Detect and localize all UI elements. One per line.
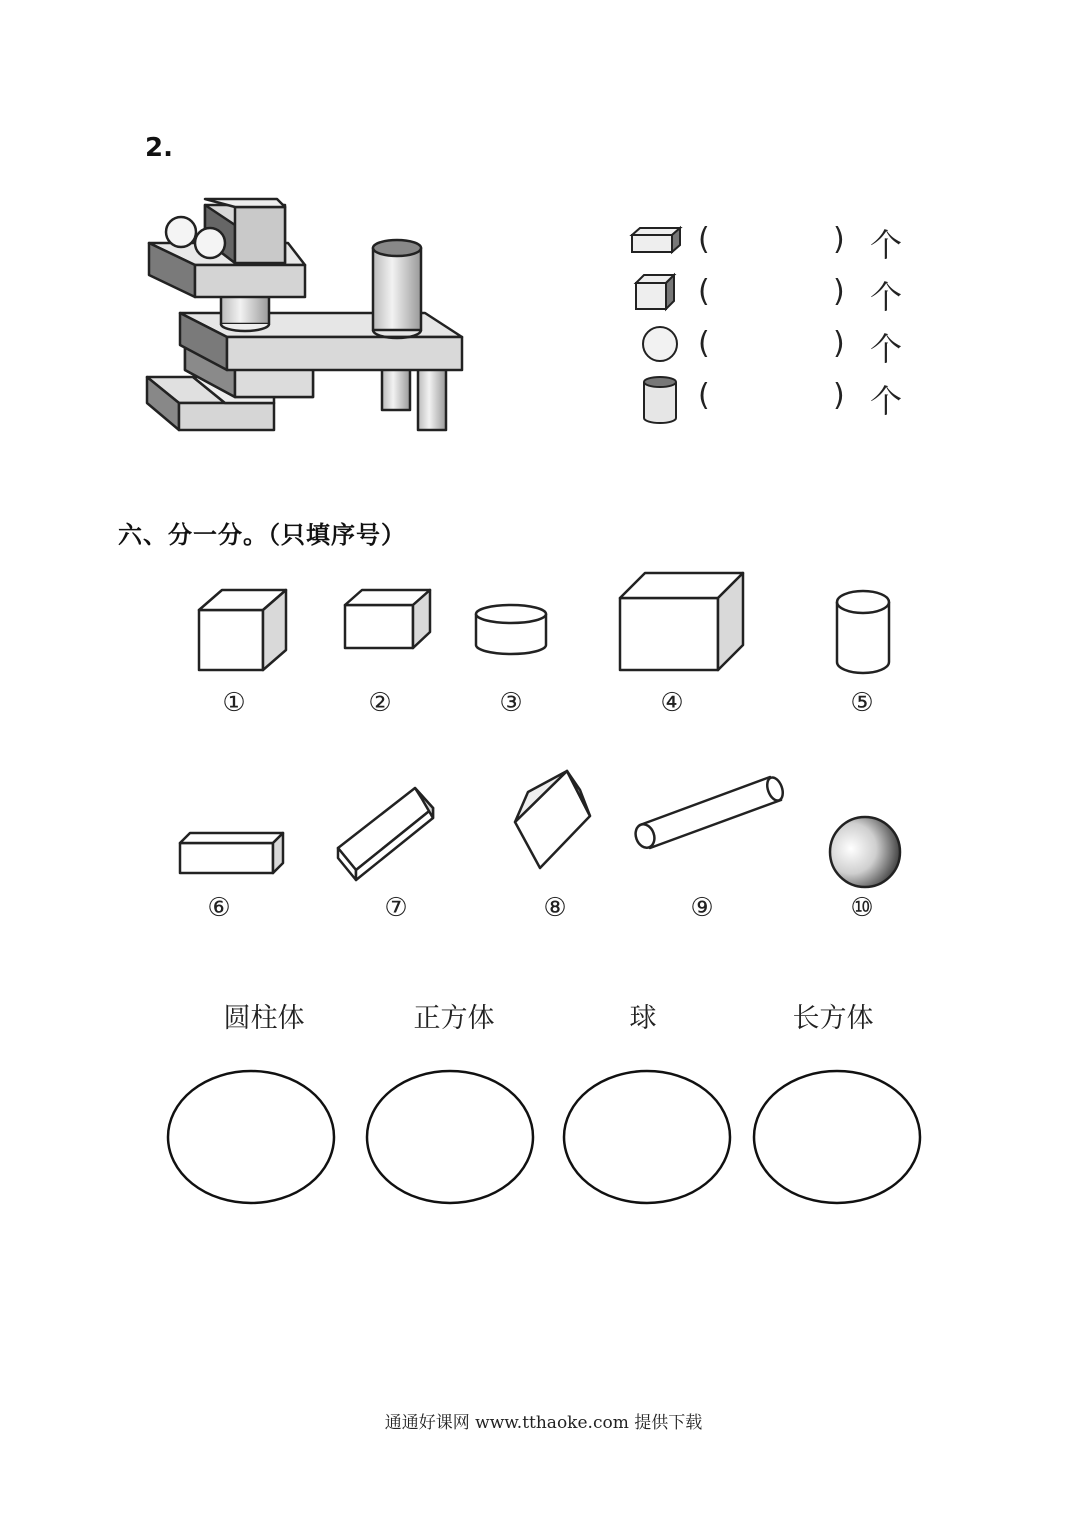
footer-text: 通通好课网 www.tthaoke.com 提供下载 bbox=[384, 1413, 703, 1433]
shape-number-label: ② bbox=[368, 688, 392, 718]
answer-oval-cuboid[interactable] bbox=[754, 1071, 920, 1203]
shape-number-label: ③ bbox=[499, 688, 523, 718]
answer-paren-open: ( bbox=[698, 222, 710, 257]
answer-ovals bbox=[0, 1060, 1087, 1210]
shape-number-label: ④ bbox=[660, 688, 684, 718]
category-label: 正方体 bbox=[413, 1003, 495, 1034]
category-label: 球 bbox=[629, 1003, 657, 1034]
shape-6-cuboid bbox=[180, 833, 283, 873]
category-label: 圆柱体 bbox=[223, 1003, 305, 1034]
shape-3-cylinder bbox=[476, 605, 546, 654]
shape-number-label: ⑤ bbox=[850, 688, 874, 718]
shape-4-cuboid bbox=[620, 573, 743, 670]
unit-label: 个 bbox=[870, 278, 903, 316]
answer-paren-open: ( bbox=[698, 274, 710, 309]
answer-oval-sphere[interactable] bbox=[564, 1071, 730, 1203]
shape-1-cube bbox=[199, 590, 286, 670]
unit-label: 个 bbox=[870, 226, 903, 264]
shape-5-cylinder bbox=[837, 591, 889, 673]
answer-oval-cylinder[interactable] bbox=[168, 1071, 334, 1203]
category-label: 长方体 bbox=[792, 1003, 874, 1034]
shape-number-label: ① bbox=[222, 688, 246, 718]
shape-number-label: ⑥ bbox=[207, 893, 231, 923]
shape-number-label: ⑧ bbox=[543, 893, 567, 923]
shape-2-cuboid bbox=[345, 590, 430, 648]
unit-label: 个 bbox=[870, 382, 903, 420]
shape-7-cuboid bbox=[338, 788, 433, 880]
shape-8-cube bbox=[515, 771, 590, 868]
section-title: 六、分一分。（只填序号） bbox=[118, 521, 406, 549]
answer-oval-cube[interactable] bbox=[367, 1071, 533, 1203]
answer-paren-close: ) bbox=[833, 378, 845, 413]
shape-10-sphere bbox=[830, 817, 900, 887]
shape-number-label: ⑦ bbox=[384, 893, 408, 923]
answer-paren-open: ( bbox=[698, 378, 710, 413]
answer-paren-open: ( bbox=[698, 326, 710, 361]
shape-9-cylinder bbox=[632, 775, 785, 850]
answer-paren-close: ) bbox=[833, 274, 845, 309]
shape-number-label: ⑩ bbox=[850, 893, 874, 923]
answer-paren-close: ) bbox=[833, 222, 845, 257]
question-number: 2. bbox=[145, 133, 173, 163]
shape-number-label: ⑨ bbox=[690, 893, 714, 923]
answer-paren-close: ) bbox=[833, 326, 845, 361]
unit-label: 个 bbox=[870, 330, 903, 368]
